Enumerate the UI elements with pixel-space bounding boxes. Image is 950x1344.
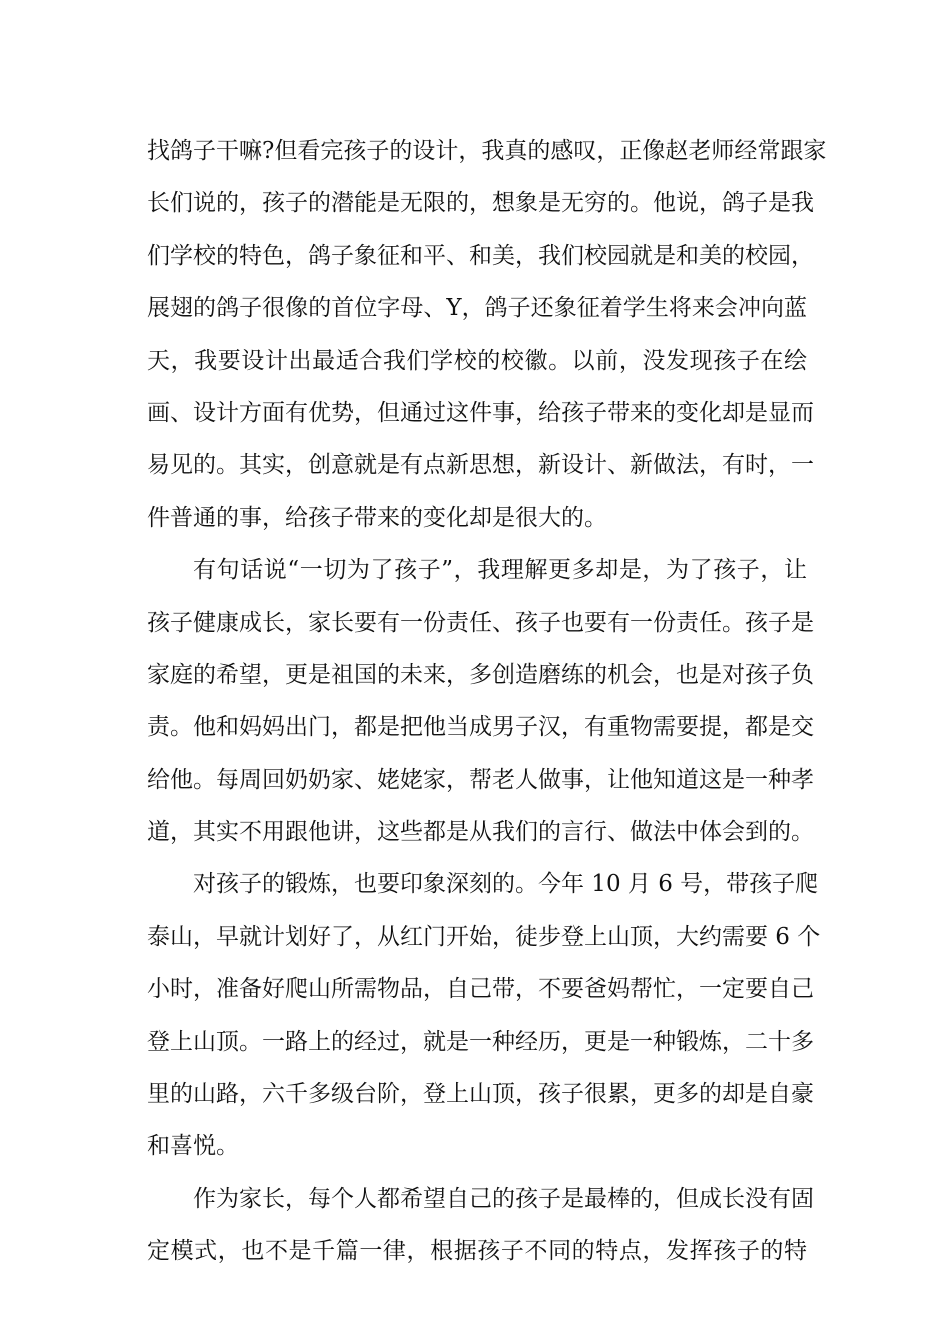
text-line: 有句话说“一切为了孩子”，我理解更多却是，为了孩子，让 [193,557,807,584]
text-line: 定模式，也不是千篇一律，根据孩子不同的特点，发挥孩子的特 [147,1238,807,1265]
text-line: 给他。每周回奶奶家、姥姥家，帮老人做事，让他知道这是一种孝 [147,766,814,793]
text-line: 小时，准备好爬山所需物品，自己带，不要爸妈帮忙，一定要自己 [147,976,814,1003]
text-line: 责。他和妈妈出门，都是把他当成男子汉，有重物需要提，都是交 [147,714,814,741]
text-line: 和喜悦。 [147,1133,239,1160]
paragraph-4 [147,1173,814,1278]
paragraph-2 [147,544,814,858]
text-line: 天，我要设计出最适合我们学校的校徽。以前，没发现孩子在绘 [147,347,807,374]
text-line: 家庭的希望，更是祖国的未来，多创造磨练的机会，也是对孩子负 [147,661,814,688]
paragraph-3 [147,858,821,1172]
text-line: 泰山，早就计划好了，从红门开始，徒步登上山顶，大约需要 6 个 [147,923,821,950]
text-line: 们学校的特色，鸽子象征和平、和美，我们校园就是和美的校园， [147,242,814,269]
text-line: 画、设计方面有优势，但通过这件事，给孩子带来的变化却是显而 [147,399,814,426]
text-line: 易见的。其实，创意就是有点新思想，新设计、新做法，有时，一 [147,452,814,479]
text-line: 对孩子的锻炼，也要印象深刻的。今年 10 月 6 号，带孩子爬 [193,871,819,898]
text-line: 道，其实不用跟他讲，这些都是从我们的言行、做法中体会到的。 [147,819,814,846]
text-line: 展翅的鸽子很像的首位字母、Y，鸽子还象征着学生将来会冲向蓝 [147,295,807,322]
text-line: 作为家长，每个人都希望自己的孩子是最棒的，但成长没有固 [193,1185,814,1212]
text-line: 里的山路，六千多级台阶，登上山顶，孩子很累，更多的却是自豪 [147,1081,814,1108]
paragraph-1 [147,125,827,544]
body-text [147,125,827,1278]
text-line: 孩子健康成长，家长要有一份责任、孩子也要有一份责任。孩子是 [147,609,814,636]
text-line: 件普通的事，给孩子带来的变化却是很大的。 [147,504,607,531]
text-line: 找鸽子干嘛?但看完孩子的设计，我真的感叹，正像赵老师经常跟家 [147,138,827,164]
text-line: 长们说的，孩子的潜能是无限的，想象是无穷的。他说，鸽子是我 [147,190,814,217]
text-line: 登上山顶。一路上的经过，就是一种经历，更是一种锻炼，二十多 [147,1028,814,1055]
